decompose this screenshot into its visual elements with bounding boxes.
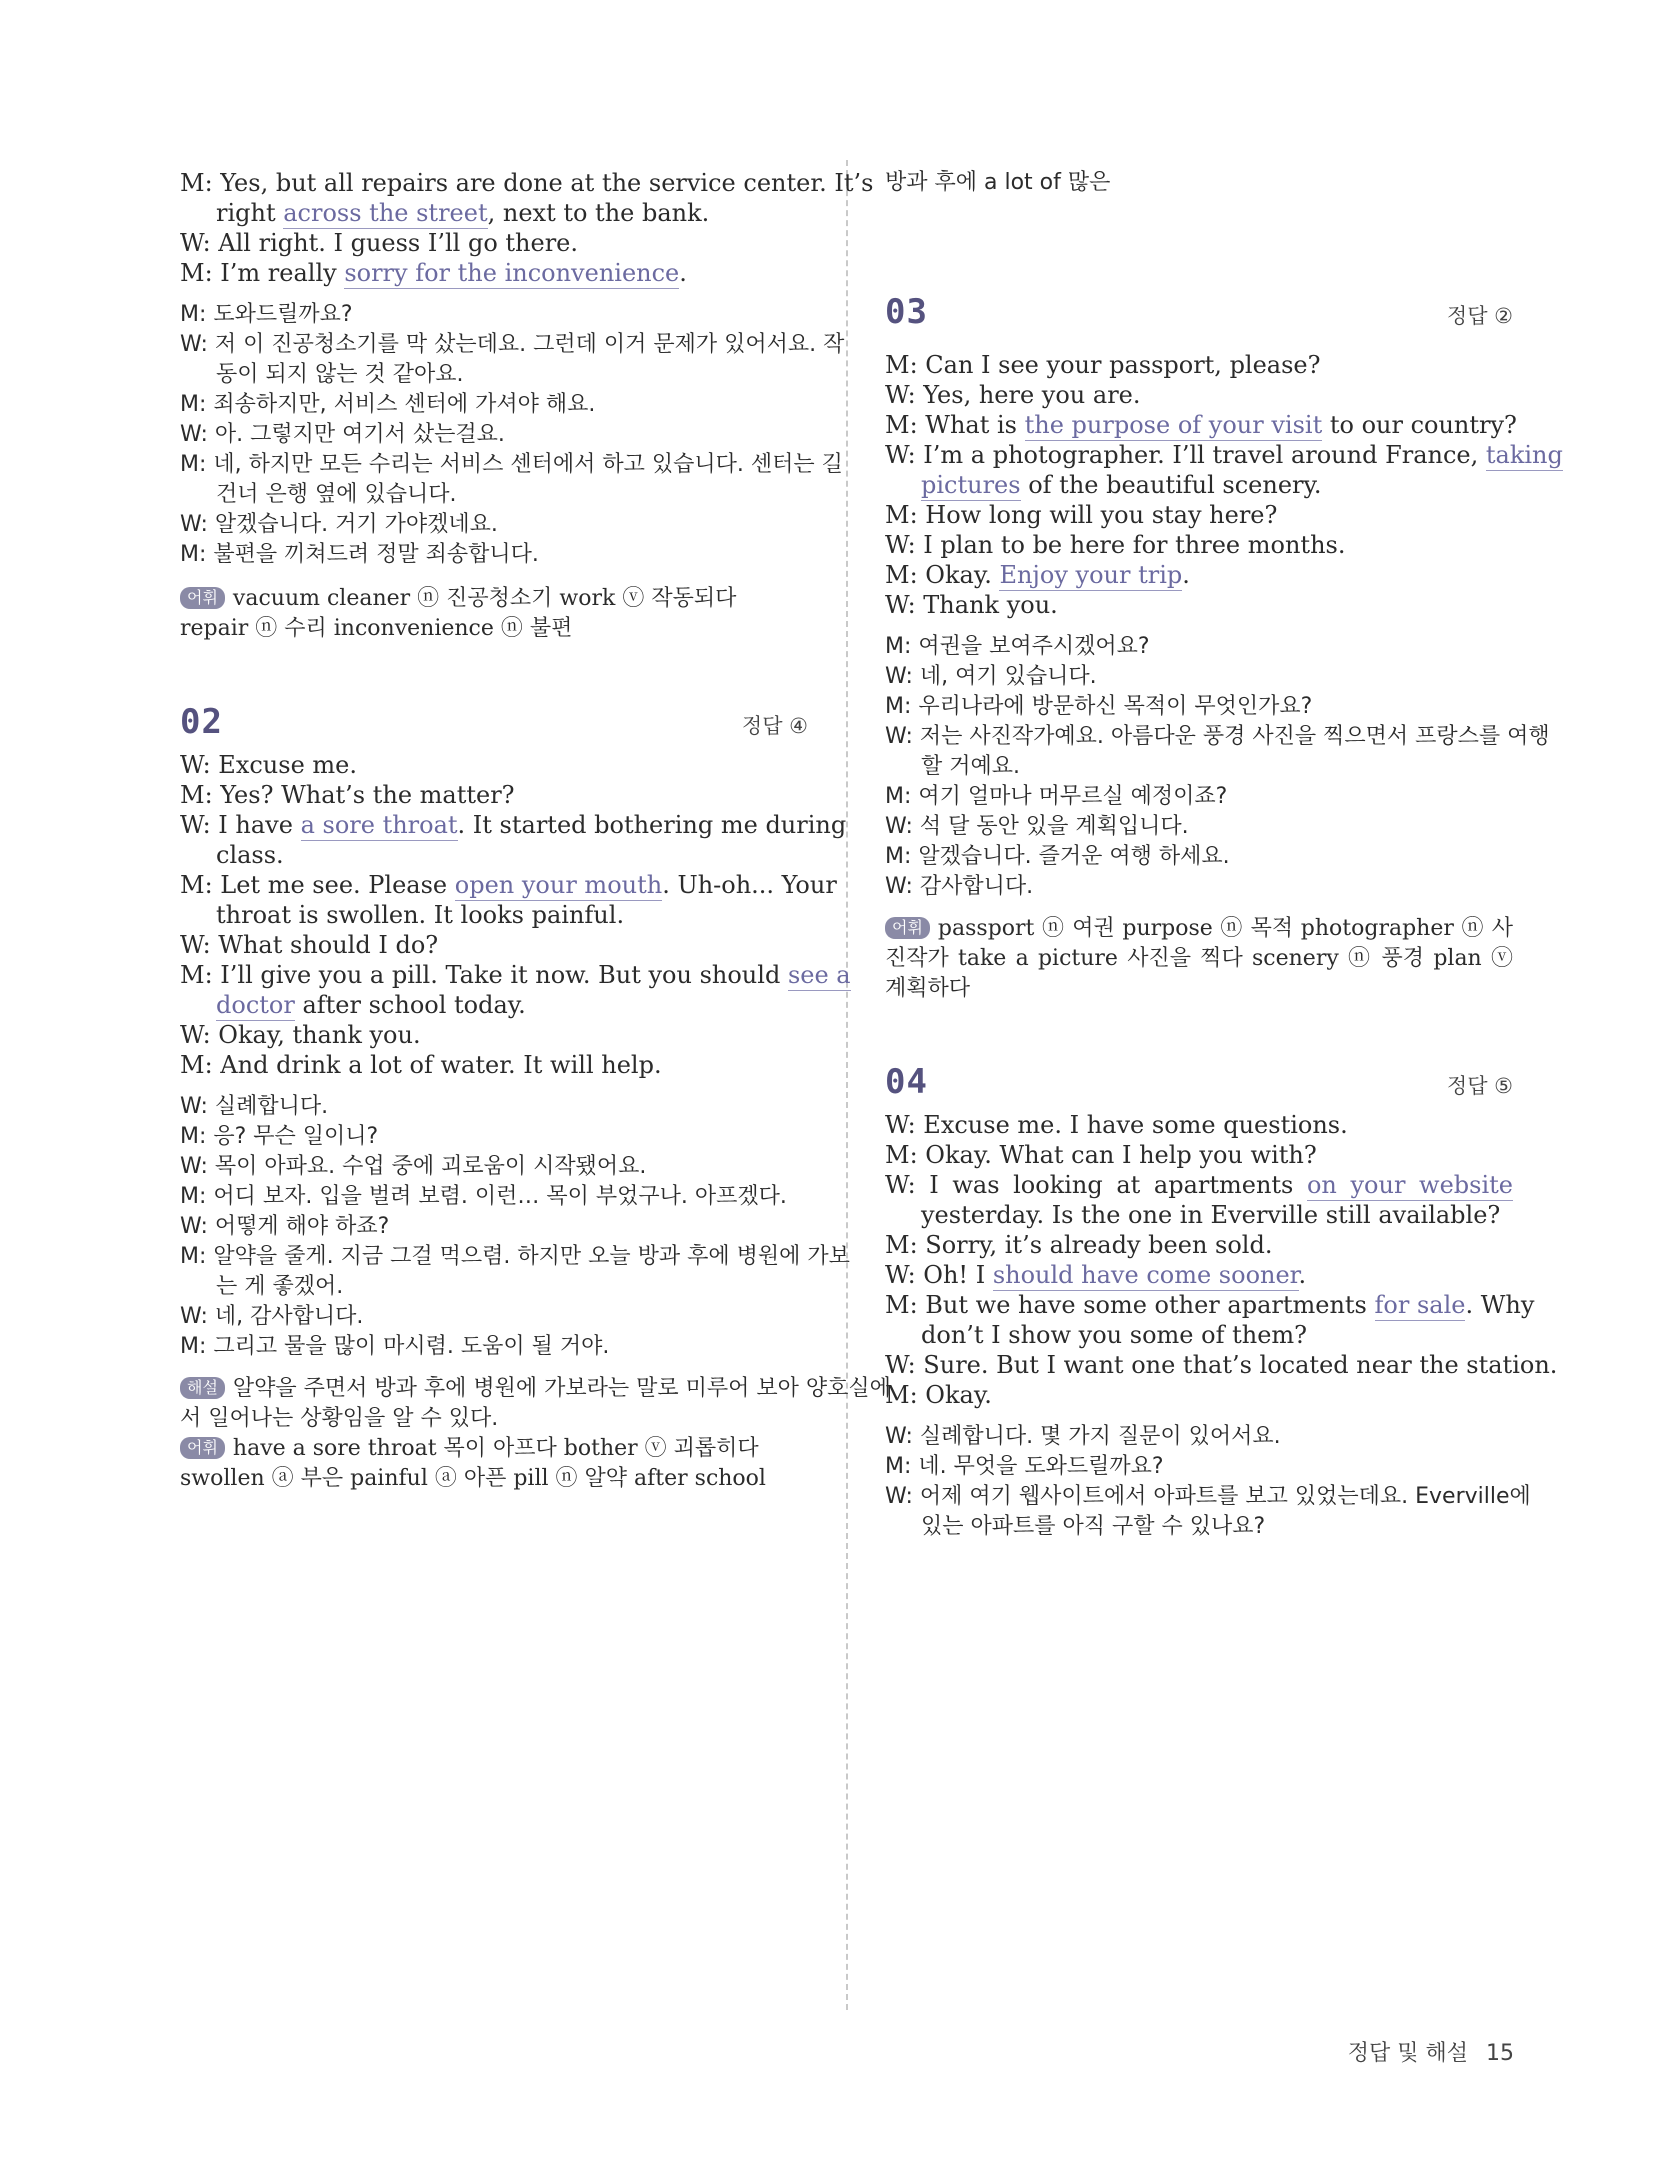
vocab-line: 진작가 take a picture 사진을 찍다 scenery ⓝ 풍경 plan ⓥ <box>885 946 1513 971</box>
translation-line: 있는 아파트를 아직 구할 수 있나요? <box>921 1514 1266 1539</box>
key-phrase: across the street <box>283 199 488 227</box>
explanation-badge: 해설 <box>180 1377 225 1399</box>
vocab-line: 어휘 have a sore throat 목이 아프다 bother ⓥ 괴롭히다 <box>180 1434 808 1464</box>
dialog-line: W: I have a sore throat. It started bothering me during <box>180 811 847 839</box>
translation-line: M: 죄송하지만, 서비스 센터에 가셔야 해요. <box>180 392 596 417</box>
translation-line: 건너 은행 옆에 있습니다. <box>216 482 457 507</box>
translation-line: M: 그리고 물을 많이 마시렴. 도움이 될 거야. <box>180 1334 610 1359</box>
key-phrase: for sale <box>1374 1291 1466 1319</box>
explanation-line: 해설 알약을 주면서 방과 후에 병원에 가보라는 말로 미루어 보아 양호실에 <box>180 1374 808 1404</box>
answer-label: 정답 ⑤ <box>1446 1074 1513 1098</box>
dialog-line: right across the street, next to the bank. <box>216 199 710 227</box>
dialog-line: M: Okay. What can I help you with? <box>885 1141 1317 1169</box>
translation-line: W: 알겠습니다. 거기 가야겠네요. <box>180 512 498 537</box>
answer-label: 정답 ④ <box>741 714 808 738</box>
dialog-line: M: Can I see your passport, please? <box>885 351 1321 379</box>
translation-line: M: 알겠습니다. 즐거운 여행 하세요. <box>885 844 1230 869</box>
dialog-line: W: Yes, here you are. <box>885 381 1141 409</box>
dialog-line: W: Sure. But I want one that’s located near the station. <box>885 1351 1558 1379</box>
key-phrase: taking <box>1485 441 1563 469</box>
translation-line: 는 게 좋겠어. <box>216 1274 344 1299</box>
translation-line: W: 실례합니다. 몇 가지 질문이 있어서요. <box>885 1424 1281 1449</box>
key-phrase: a sore throat <box>300 811 458 839</box>
dialog-line: W: Okay, thank you. <box>180 1021 421 1049</box>
dialog-line: W: Oh! I should have come sooner. <box>885 1261 1307 1289</box>
translation-line: M: 도와드릴까요? <box>180 302 353 327</box>
translation-line: W: 저 이 진공청소기를 막 샀는데요. 그런데 이거 문제가 있어서요. 작 <box>180 332 845 357</box>
dialog-line: W: All right. I guess I’ll go there. <box>180 229 579 257</box>
translation-line: W: 어제 여기 웹사이트에서 아파트를 보고 있었는데요. Everville에 <box>885 1484 1531 1509</box>
key-phrase: see a <box>787 961 851 989</box>
page-number: 15 <box>1486 2041 1514 2066</box>
translation-line: M: 알약을 줄게. 지금 그걸 먹으렴. 하지만 오늘 방과 후에 병원에 가보 <box>180 1244 850 1269</box>
section-number: 03 <box>885 292 928 332</box>
translation-line: M: 네. 무엇을 도와드릴까요? <box>885 1454 1164 1479</box>
dialog-line: M: How long will you stay here? <box>885 501 1278 529</box>
translation-line: M: 불편을 끼쳐드려 정말 죄송합니다. <box>180 542 539 567</box>
dialog-line: M: Sorry, it’s already been sold. <box>885 1231 1273 1259</box>
key-phrase: should have come sooner <box>992 1261 1299 1289</box>
explanation-line: 서 일어나는 상황임을 알 수 있다. <box>180 1406 499 1431</box>
dialog-line: throat is swollen. It looks painful. <box>216 901 625 929</box>
vocab-line: 어휘 passport ⓝ 여권 purpose ⓝ 목적 photographer ⓝ 사 <box>885 914 1513 944</box>
translation-line: M: 네, 하지만 모든 수리는 서비스 센터에서 하고 있습니다. 센터는 길 <box>180 452 843 477</box>
translation-line: W: 아. 그렇지만 여기서 샀는걸요. <box>180 422 505 447</box>
key-phrase: the purpose of your visit <box>1024 411 1323 439</box>
dialog-line: W: Excuse me. <box>180 751 357 779</box>
vocab-line: repair ⓝ 수리 inconvenience ⓝ 불편 <box>180 616 573 641</box>
vocab-line: 계획하다 <box>885 976 971 1001</box>
dialog-line: M: Yes? What’s the matter? <box>180 781 515 809</box>
key-phrase: doctor <box>216 991 295 1019</box>
dialog-line: M: I’m really sorry for the inconvenience. <box>180 259 687 287</box>
translation-line: W: 실례합니다. <box>180 1094 329 1119</box>
translation-line: M: 여기 얼마나 머무르실 예정이죠? <box>885 784 1228 809</box>
vocab-line: 방과 후에 a lot of 많은 <box>885 170 1111 195</box>
section-number: 02 <box>180 702 223 742</box>
dialog-line: M: Okay. Enjoy your trip. <box>885 561 1190 589</box>
dialog-line: W: Thank you. <box>885 591 1058 619</box>
translation-line: 동이 되지 않는 것 같아요. <box>216 362 464 387</box>
vocab-badge: 어휘 <box>885 917 930 939</box>
dialog-line: don’t I show you some of them? <box>921 1321 1308 1349</box>
column-divider <box>846 160 848 2010</box>
translation-line: W: 감사합니다. <box>885 874 1034 899</box>
key-phrase: pictures <box>921 471 1021 499</box>
key-phrase: Enjoy your trip <box>999 561 1183 589</box>
footer-label: 정답 및 해설 <box>1347 2041 1468 2066</box>
section-number: 04 <box>885 1062 928 1102</box>
vocab-badge: 어휘 <box>180 1437 225 1459</box>
translation-line: M: 우리나라에 방문하신 목적이 무엇인가요? <box>885 694 1313 719</box>
dialog-line: M: Yes, but all repairs are done at the service center. It’s <box>180 169 874 197</box>
key-phrase: on your website <box>1306 1171 1513 1199</box>
translation-line: M: 어디 보자. 입을 벌려 보렴. 이런… 목이 부었구나. 아프겠다. <box>180 1184 787 1209</box>
vocab-badge: 어휘 <box>180 587 225 609</box>
dialog-line: M: Okay. <box>885 1381 992 1409</box>
dialog-line: M: What is the purpose of your visit to our country? <box>885 411 1517 439</box>
translation-line: W: 네, 감사합니다. <box>180 1304 364 1329</box>
page-footer <box>1348 2036 1514 2067</box>
dialog-line: M: Let me see. Please open your mouth. Uh-oh... Your <box>180 871 837 899</box>
dialog-line: pictures of the beautiful scenery. <box>921 471 1322 499</box>
dialog-line: M: And drink a lot of water. It will help. <box>180 1051 662 1079</box>
dialog-line: M: But we have some other apartments for sale. Why <box>885 1291 1535 1319</box>
translation-line: W: 목이 아파요. 수업 중에 괴로움이 시작됐어요. <box>180 1154 647 1179</box>
translation-line: M: 여권을 보여주시겠어요? <box>885 634 1150 659</box>
translation-line: M: 응? 무슨 일이니? <box>180 1124 379 1149</box>
translation-line: 할 거예요. <box>921 754 1020 779</box>
key-phrase: sorry for the inconvenience <box>344 259 680 287</box>
vocab-line: swollen ⓐ 부은 painful ⓐ 아픈 pill ⓝ 알약 after school <box>180 1466 766 1491</box>
vocab-line: 어휘 vacuum cleaner ⓝ 진공청소기 work ⓥ 작동되다 <box>180 584 808 614</box>
dialog-line: W: I was looking at apartments on your website <box>885 1171 1513 1199</box>
translation-line: W: 어떻게 해야 하죠? <box>180 1214 390 1239</box>
dialog-line: yesterday. Is the one in Everville still available? <box>921 1201 1501 1229</box>
key-phrase: open your mouth <box>454 871 663 899</box>
translation-line: W: 석 달 동안 있을 계획입니다. <box>885 814 1189 839</box>
dialog-line: W: Excuse me. I have some questions. <box>885 1111 1348 1139</box>
dialog-line: M: I’ll give you a pill. Take it now. But you should see a <box>180 961 851 989</box>
translation-line: W: 저는 사진작가예요. 아름다운 풍경 사진을 찍으면서 프랑스를 여행 <box>885 724 1550 749</box>
dialog-line: doctor after school today. <box>216 991 526 1019</box>
dialog-line: W: What should I do? <box>180 931 439 959</box>
dialog-line: W: I’m a photographer. I’ll travel around France, taking <box>885 441 1563 469</box>
dialog-line: class. <box>216 841 284 869</box>
translation-line: W: 네, 여기 있습니다. <box>885 664 1097 689</box>
answer-label: 정답 ② <box>1446 304 1513 328</box>
dialog-line: W: I plan to be here for three months. <box>885 531 1346 559</box>
